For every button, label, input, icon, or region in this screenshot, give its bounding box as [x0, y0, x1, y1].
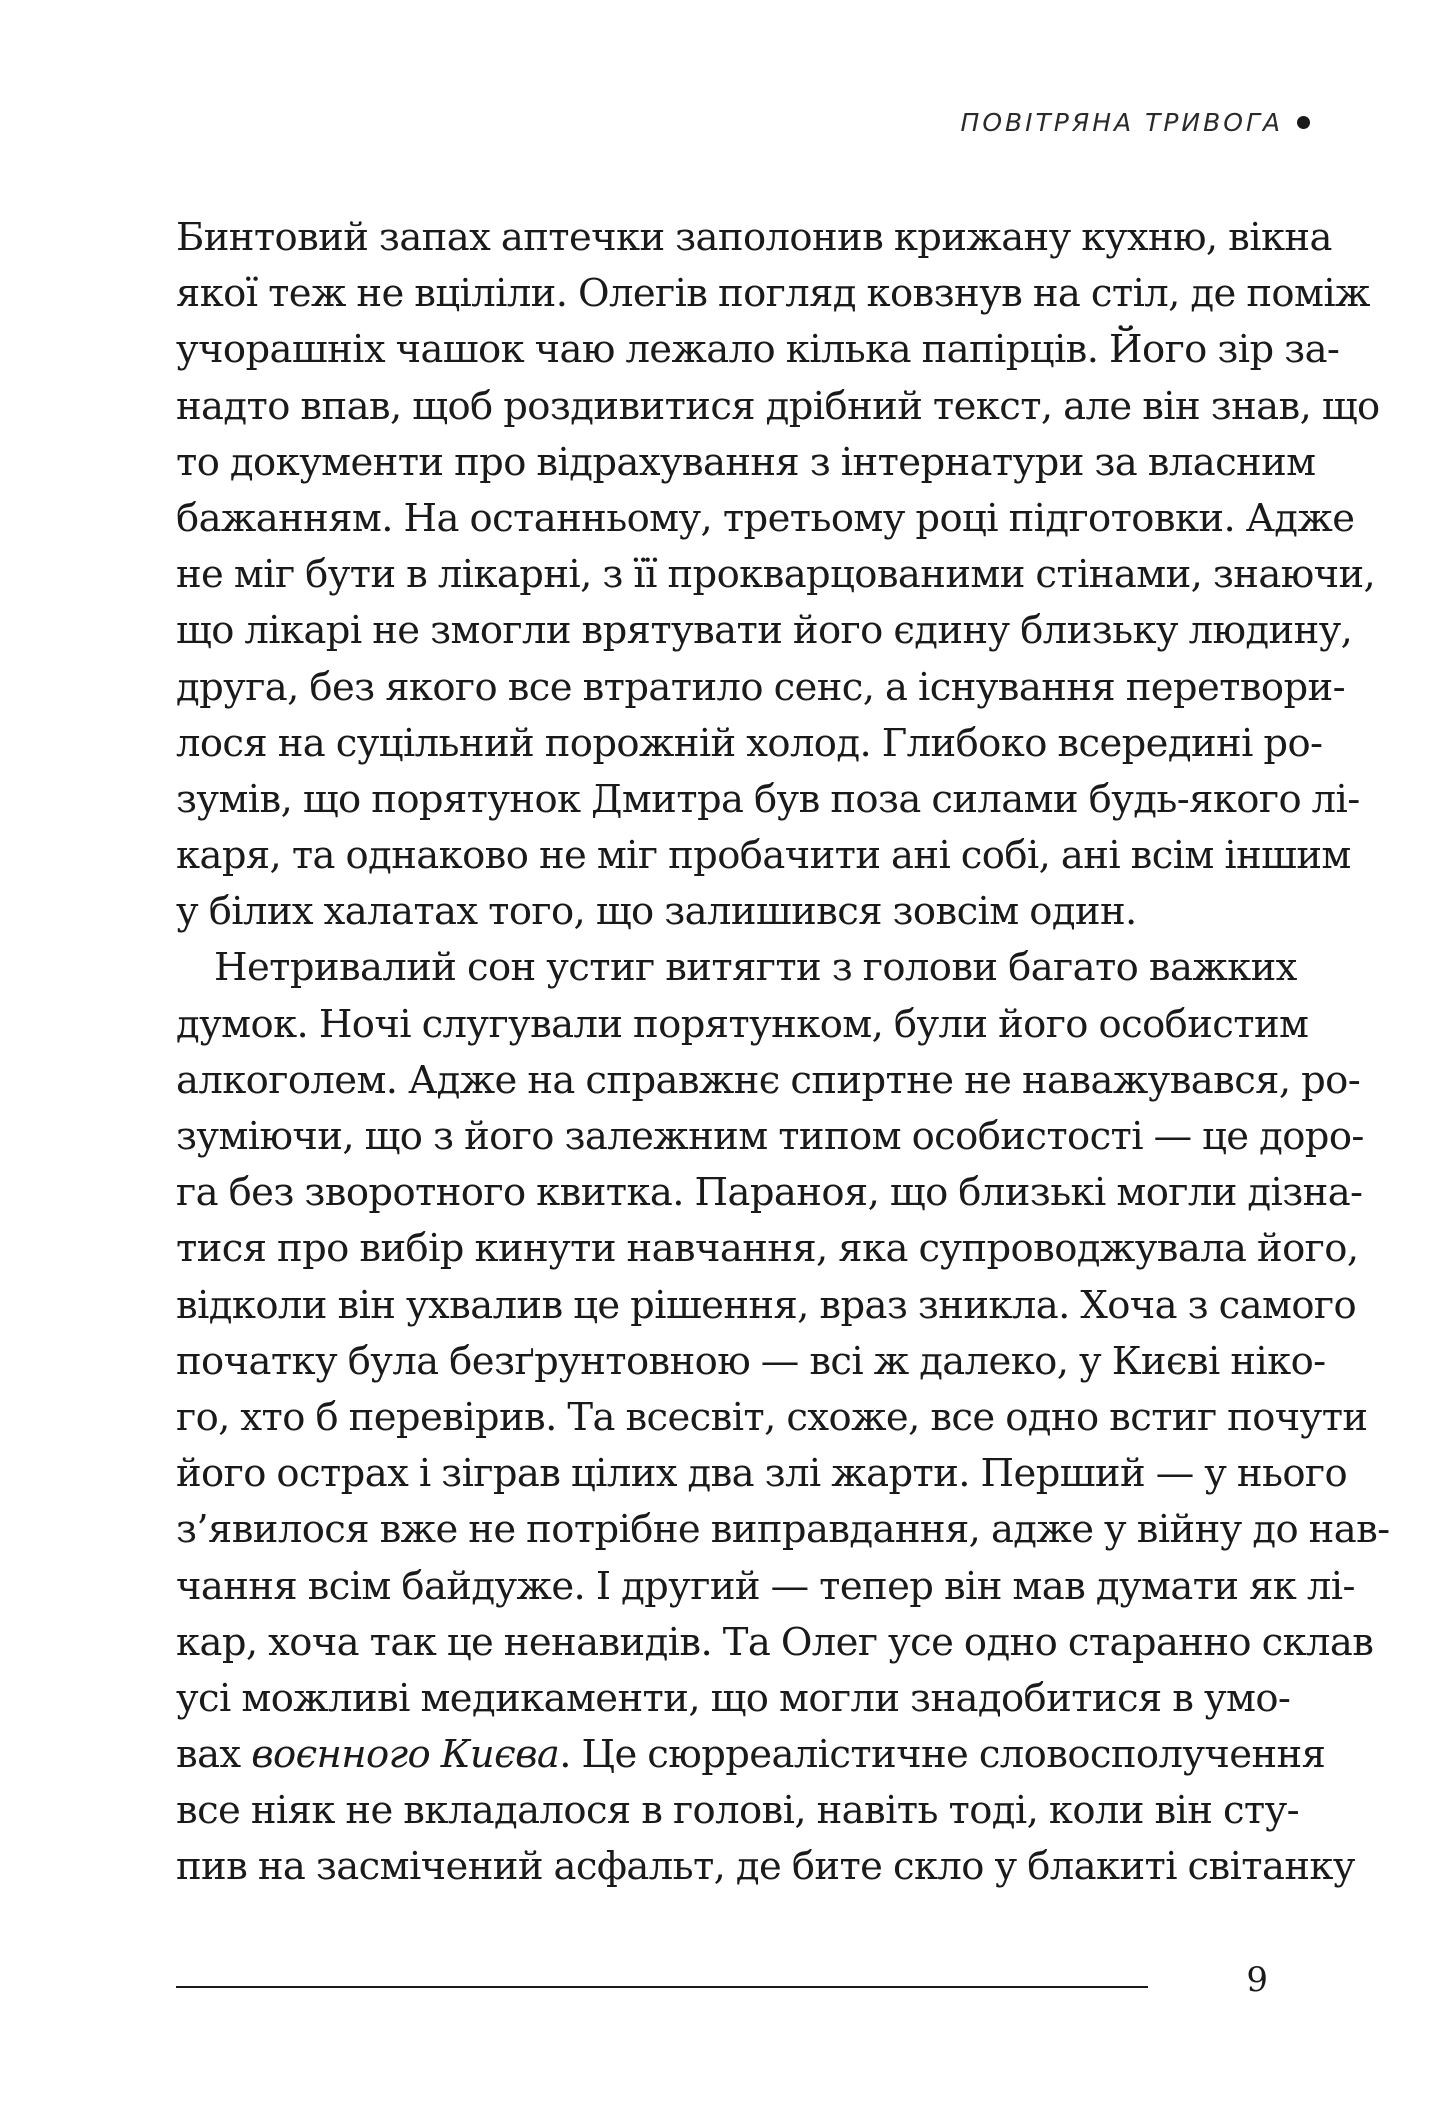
- text-line: його острах і зіграв цілих два злі жарти. Перший — у нього: [176, 1451, 1348, 1497]
- text-line: відколи він ухвалив це рішення, враз зникла. Хоча з самого: [176, 1282, 1357, 1328]
- footer-rule: [176, 1986, 1148, 1988]
- text-line: з’явилося вже не потрібне виправдання, адже у війну до нав-: [176, 1507, 1390, 1553]
- text-run: . Це сюрреалістичне словосполучення: [559, 1732, 1326, 1778]
- text-line-with-italic: [176, 1727, 1326, 1783]
- text-line: надто впав, щоб роздивитися дрібний текст, але він знав, що: [176, 383, 1380, 429]
- text-line: го, хто б перевірив. Та всесвіт, схоже, все одно встиг почути: [176, 1394, 1368, 1440]
- text-line: зуміючи, що з його залежним типом особистості — це доро-: [176, 1114, 1364, 1159]
- running-head-title: ПОВІТРЯНА ТРИВОГА: [960, 108, 1283, 137]
- text-line: не міг бути в лікарні, з її прокварцованими стінами, знаючи,: [176, 552, 1376, 598]
- text-line: друга, без якого все втратило сенс, а існування перетвори-: [176, 664, 1346, 710]
- paragraph-2: [176, 940, 1390, 1895]
- text-line: усі можливі медикаменти, що могли знадобитися в умо-: [176, 1675, 1291, 1721]
- page-number: 9: [1246, 1960, 1268, 2000]
- text-line: то документи про відрахування з інтернатури за власним: [176, 439, 1316, 485]
- text-line: учорашніх чашок чаю лежало кілька папірців. Його зір за-: [176, 327, 1340, 373]
- text-line: все ніяк не вкладалося в голові, навіть тоді, коли він сту-: [176, 1788, 1300, 1834]
- body-text: [176, 210, 1390, 1896]
- bullet-icon: [1297, 116, 1310, 129]
- text-line: Бинтовий запах аптечки заполонив крижану кухню, вікна: [176, 215, 1332, 260]
- paragraph-1: [176, 210, 1380, 940]
- text-line: що лікарі не змогли врятувати його єдину близьку людину,: [176, 608, 1353, 654]
- text-line: якої теж не вціліли. Олегів погляд ковзнув на стіл, де поміж: [176, 271, 1370, 317]
- text-line: початку була безґрунтовною — всі ж далеко, у Києві ніко-: [176, 1338, 1326, 1384]
- text-line: думок. Ночі слугували порятунком, були його особистим: [176, 1001, 1309, 1047]
- text-line: пив на засмічений асфальт, де бите скло у блакиті світанку: [176, 1844, 1355, 1890]
- text-line: Нетривалий сон устиг витягти з голови багато важких: [214, 945, 1297, 991]
- text-line: кар, хоча так це ненавидів. Та Олег усе одно старанно склав: [176, 1619, 1374, 1665]
- running-head: [961, 108, 1310, 137]
- text-line: каря, та однаково не міг пробачити ані собі, ані всім іншим: [176, 833, 1351, 879]
- text-line: у білих халатах того, що залишився зовсім один.: [176, 889, 1137, 935]
- text-line: тися про вибір кинути навчання, яка супроводжувала його,: [176, 1226, 1359, 1272]
- text-line: чання всім байдуже. І другий — тепер він мав думати як лі-: [176, 1563, 1355, 1609]
- text-line: лося на суцільний порожній холод. Глибоко всередині ро-: [176, 720, 1323, 766]
- text-line: зумів, що порятунок Дмитра був поза силами будь-якого лі-: [176, 776, 1360, 822]
- text-line: га без зворотного квитка. Параноя, що близькі могли дізна-: [176, 1170, 1363, 1216]
- text-line: алкоголем. Адже на справжнє спиртне не наважувався, ро-: [176, 1057, 1361, 1103]
- text-run: вах: [176, 1732, 252, 1778]
- text-line: бажанням. На останньому, третьому році підготовки. Адже: [176, 495, 1355, 541]
- italic-phrase: воєнного Києва: [251, 1732, 560, 1778]
